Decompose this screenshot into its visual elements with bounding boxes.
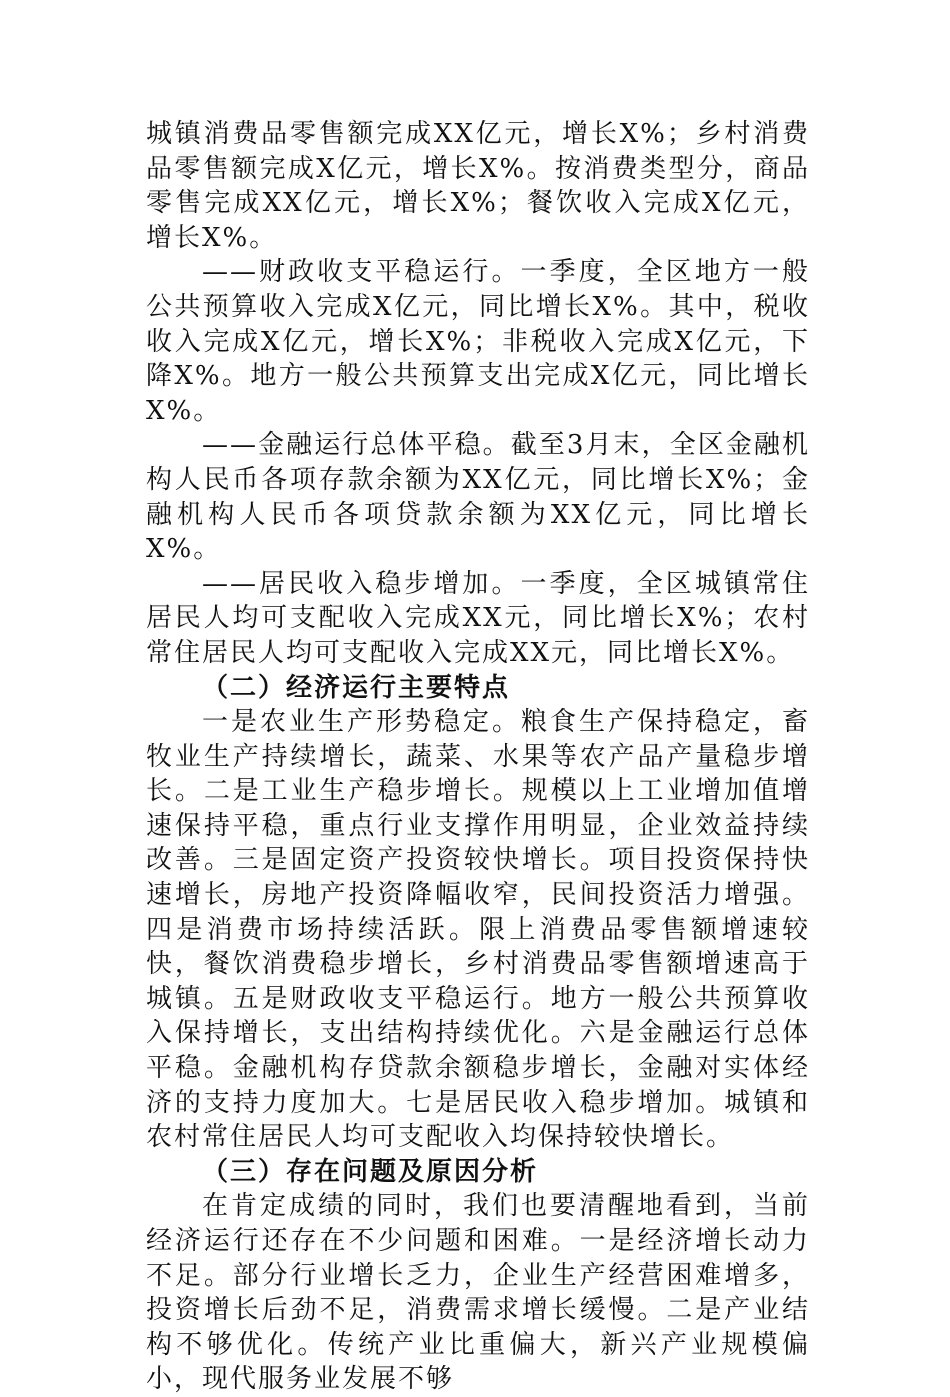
paragraph-retail-sales: 城镇消费品零售额完成XX亿元，增长X%；乡村消费品零售额完成X亿元，增长X%。按消费类型分，商品零售完成XX亿元，增长X%；餐饮收入完成X亿元，增长X%。 [146,119,810,253]
paragraph-fiscal: ——财政收支平稳运行。一季度，全区地方一般公共预算收入完成X亿元，同比增长X%。其中，税收收入完成X亿元，增长X%；非税收入完成X亿元，下降X%。地方一般公共预算支出完成X亿元，同比增长X%。 [146,257,810,426]
paragraph-problems: 在肯定成绩的同时，我们也要清醒地看到，当前经济运行还存在不少问题和困难。一是经济增长动力不足。部分行业增长乏力，企业生产经营困难增多，投资增长后劲不足，消费需求增长缓慢。二是产业结构不够优化。传统产业比重偏大，新兴产业规模偏小，现代服务业发展不够 [146,1191,810,1395]
paragraph-features: 一是农业生产形势稳定。粮食生产保持稳定，畜牧业生产持续增长，蔬菜、水果等农产品产量稳步增长。二是工业生产稳步增长。规模以上工业增加值增速保持平稳，重点行业支撑作用明显，企业效益持续改善。三是固定资产投资较快增长。项目投资保持快速增长，房地产投资降幅收窄，民间投资活力增强。四是消费市场持续活跃。限上消费品零售额增速较快，餐饮消费稳步增长，乡村消费品零售额增速高于城镇。五是财政收支平稳运行。地方一般公共预算收入保持增长，支出结构持续优化。六是金融运行总体平稳。金融机构存贷款余额稳步增长，金融对实体经济的支持力度加大。七是居民收入稳步增加。城镇和农村常住居民人均可支配收入均保持较快增长。 [146,707,810,1153]
section-heading-problems: （三）存在问题及原因分析 [202,1156,539,1187]
paragraph-income: ——居民收入稳步增加。一季度，全区城镇常住居民人均可支配收入完成XX元，同比增长X%；农村常住居民人均可支配收入完成XX元，同比增长X%。 [146,568,810,668]
document-body [146,117,810,1397]
paragraph-finance: ——金融运行总体平稳。截至3月末，全区金融机构人民币各项存款余额为XX亿元，同比增长X%；金融机构人民币各项贷款余额为XX亿元，同比增长X%。 [146,430,810,565]
section-heading-features: （二）经济运行主要特点 [202,672,511,703]
